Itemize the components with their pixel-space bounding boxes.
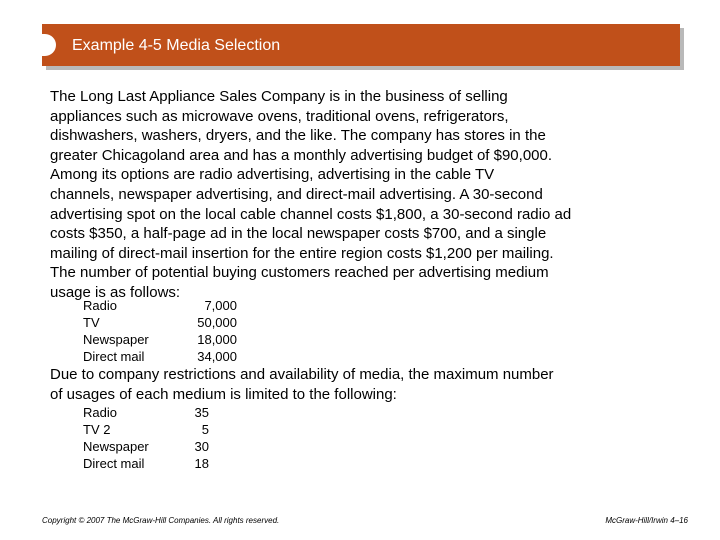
copyright-footer: Copyright © 2007 The McGraw-Hill Companies. All rights reserved. bbox=[42, 516, 280, 525]
reach-value: 18,000 bbox=[197, 332, 237, 347]
table-row bbox=[83, 438, 209, 455]
paragraph-line: dishwashers, washers, dryers, and the like. The company has stores in the bbox=[50, 127, 546, 145]
limit-value: 5 bbox=[201, 422, 209, 437]
restrictions-paragraph bbox=[50, 365, 554, 404]
table-row bbox=[83, 331, 237, 348]
reach-value: 34,000 bbox=[197, 349, 237, 364]
paragraph-line: greater Chicagoland area and has a monthly advertising budget of $90,000. bbox=[50, 146, 553, 164]
limit-table bbox=[83, 404, 209, 472]
paragraph-line: costs $350, a half-page ad in the local newspaper costs $700, and a single bbox=[50, 225, 547, 243]
limit-value: 35 bbox=[194, 405, 209, 420]
medium-label: Direct mail bbox=[83, 349, 145, 364]
table-row bbox=[83, 314, 237, 331]
table-row bbox=[83, 404, 209, 421]
paragraph-line: Among its options are radio advertising, advertising in the cable TV bbox=[50, 166, 495, 184]
reach-value: 50,000 bbox=[197, 315, 237, 330]
table-row bbox=[83, 297, 237, 314]
medium-label: Newspaper bbox=[83, 439, 149, 454]
table-row bbox=[83, 455, 209, 472]
limit-value: 18 bbox=[194, 456, 209, 471]
medium-label: Radio bbox=[83, 405, 117, 420]
problem-statement-paragraph bbox=[50, 87, 571, 303]
paragraph-line: of usages of each medium is limited to the following: bbox=[50, 385, 397, 403]
paragraph-line: The Long Last Appliance Sales Company is in the business of selling bbox=[50, 88, 508, 105]
table-row bbox=[83, 421, 209, 438]
slide-title: Example 4-5 Media Selection bbox=[72, 37, 281, 54]
limit-value: 30 bbox=[194, 439, 209, 454]
paragraph-line: channels, newspaper advertising, and direct-mail advertising. A 30-second bbox=[50, 185, 543, 203]
page-number-footer: McGraw-Hill/Irwin 4–16 bbox=[605, 516, 688, 525]
reach-table bbox=[83, 297, 237, 365]
medium-label: TV 2 bbox=[83, 422, 111, 437]
paragraph-line: Due to company restrictions and availability of media, the maximum number bbox=[50, 366, 554, 383]
medium-label: TV bbox=[83, 315, 100, 330]
table-row bbox=[83, 348, 237, 365]
paragraph-line: advertising spot on the local cable channel costs $1,800, a 30-second radio ad bbox=[50, 205, 572, 223]
paragraph-line: usage is as follows: bbox=[50, 283, 181, 301]
paragraph-line: mailing of direct-mail insertion for the entire region costs $1,200 per mailing. bbox=[50, 244, 554, 262]
reach-value: 7,000 bbox=[204, 298, 237, 313]
paragraph-line: The number of potential buying customers reached per advertising medium bbox=[50, 264, 549, 282]
medium-label: Direct mail bbox=[83, 456, 145, 471]
medium-label: Newspaper bbox=[83, 332, 149, 347]
paragraph-line: appliances such as microwave ovens, traditional ovens, refrigerators, bbox=[50, 107, 509, 125]
medium-label: Radio bbox=[83, 298, 117, 313]
